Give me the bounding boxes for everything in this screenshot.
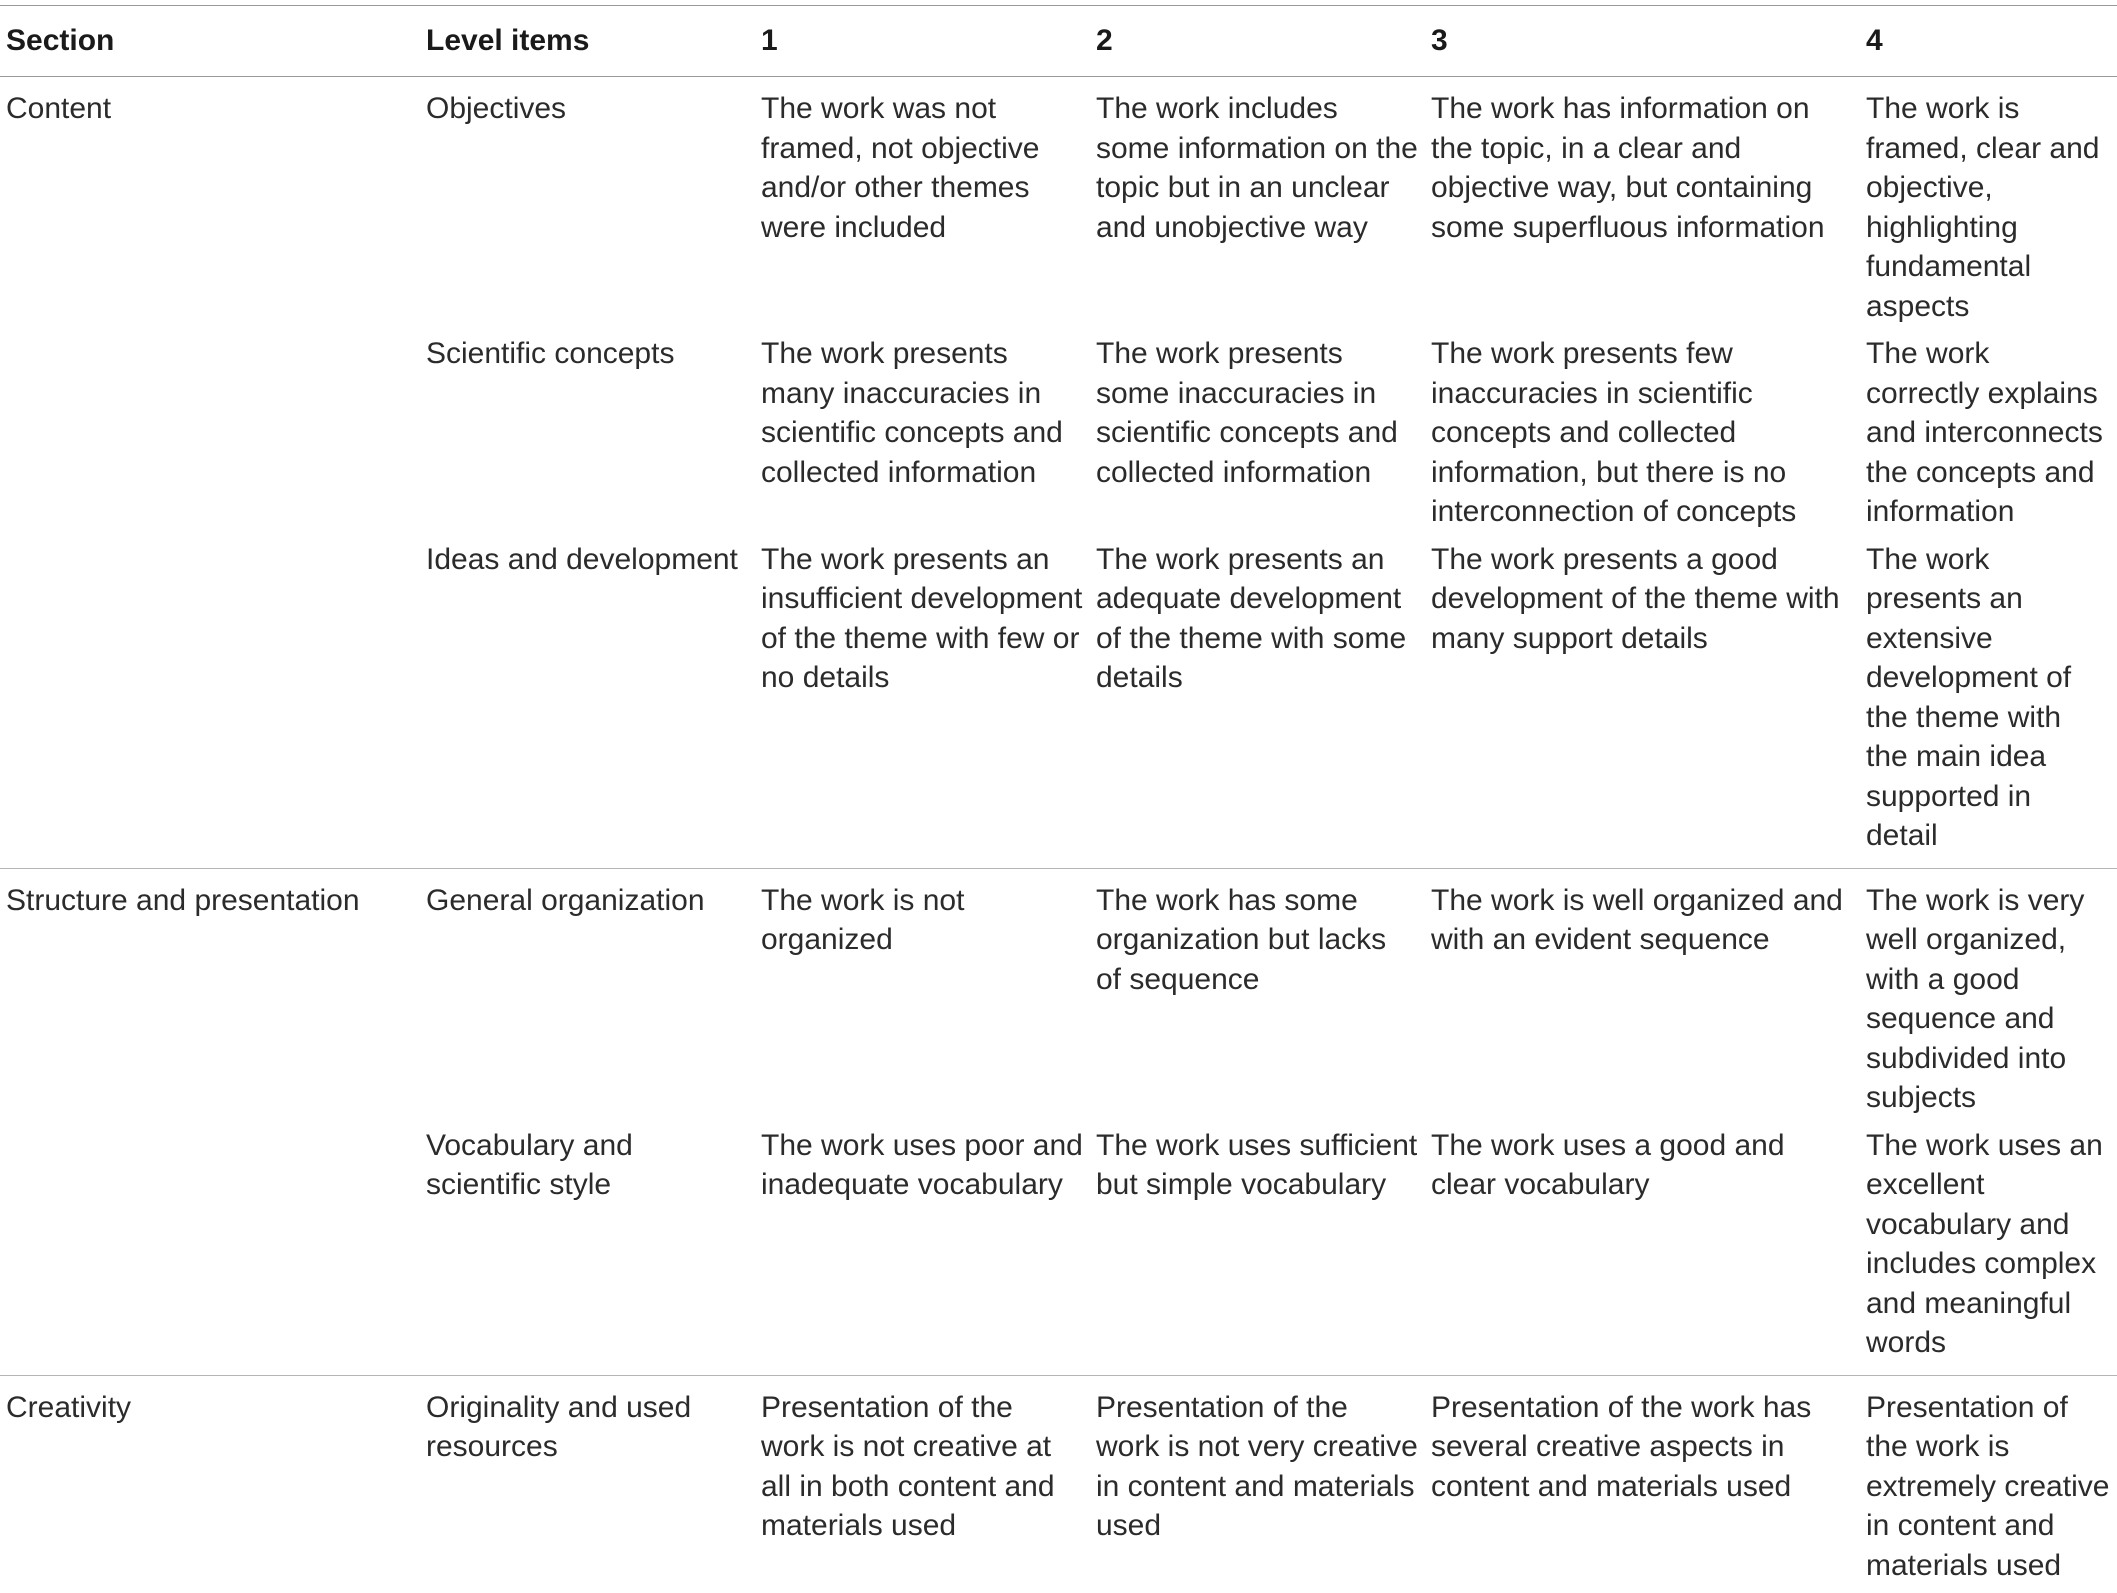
table-header [0, 6, 2117, 77]
header-section: Section [0, 6, 420, 77]
level-1-cell: The work was not framed, not objective and/or other themes were included [755, 77, 1090, 329]
level-1-cell: Presentation of the work is not creative at all in both content and materials used [755, 1375, 1090, 1593]
header-level-2: 2 [1090, 6, 1425, 77]
section-cell [0, 1120, 420, 1376]
level-item-cell: Originality and used resources [420, 1375, 755, 1593]
level-2-cell: The work presents some inaccuracies in scientific concepts and collected information [1090, 328, 1425, 534]
level-3-cell: The work uses a good and clear vocabulary [1425, 1120, 1860, 1376]
header-level-3: 3 [1425, 6, 1860, 77]
level-1-cell: The work is not organized [755, 868, 1090, 1120]
header-level-items: Level items [420, 6, 755, 77]
level-1-cell: The work uses poor and inadequate vocabulary [755, 1120, 1090, 1376]
section-cell: Creativity [0, 1375, 420, 1593]
level-item-cell: Ideas and development [420, 534, 755, 869]
level-item-cell: Objectives [420, 77, 755, 329]
section-cell: Structure and presentation [0, 868, 420, 1120]
table-row [0, 868, 2117, 1120]
level-4-cell: Presentation of the work is extremely creative in content and materials used [1860, 1375, 2117, 1593]
level-item-cell: Vocabulary and scientific style [420, 1120, 755, 1376]
level-item-cell: General organization [420, 868, 755, 1120]
level-3-cell: Presentation of the work has several creative aspects in content and materials used [1425, 1375, 1860, 1593]
level-3-cell: The work is well organized and with an evident sequence [1425, 868, 1860, 1120]
level-1-cell: The work presents an insufficient development of the theme with few or no details [755, 534, 1090, 869]
rubric-table [0, 5, 2117, 1593]
header-level-1: 1 [755, 6, 1090, 77]
level-4-cell: The work presents an extensive development of the theme with the main idea supported in detail [1860, 534, 2117, 869]
table-row [0, 534, 2117, 869]
section-cell [0, 534, 420, 869]
level-4-cell: The work is very well organized, with a good sequence and subdivided into subjects [1860, 868, 2117, 1120]
level-2-cell: The work has some organization but lacks of sequence [1090, 868, 1425, 1120]
level-4-cell: The work uses an excellent vocabulary and includes complex and meaningful words [1860, 1120, 2117, 1376]
table-row [0, 1120, 2117, 1376]
header-level-4: 4 [1860, 6, 2117, 77]
level-2-cell: The work presents an adequate development of the theme with some details [1090, 534, 1425, 869]
level-3-cell: The work presents few inaccuracies in scientific concepts and collected information, but there is no interconnection of concepts [1425, 328, 1860, 534]
section-cell [0, 328, 420, 534]
level-3-cell: The work has information on the topic, in a clear and objective way, but containing some superfluous information [1425, 77, 1860, 329]
table-row [0, 328, 2117, 534]
table-body [0, 77, 2117, 1593]
level-2-cell: The work uses sufficient but simple vocabulary [1090, 1120, 1425, 1376]
table-row [0, 77, 2117, 329]
level-3-cell: The work presents a good development of the theme with many support details [1425, 534, 1860, 869]
level-item-cell: Scientific concepts [420, 328, 755, 534]
header-row [0, 6, 2117, 77]
section-cell: Content [0, 77, 420, 329]
level-2-cell: The work includes some information on the topic but in an unclear and unobjective way [1090, 77, 1425, 329]
level-4-cell: The work is framed, clear and objective, highlighting fundamental aspects [1860, 77, 2117, 329]
level-4-cell: The work correctly explains and interconnects the concepts and information [1860, 328, 2117, 534]
level-2-cell: Presentation of the work is not very creative in content and materials used [1090, 1375, 1425, 1593]
table-row [0, 1375, 2117, 1593]
level-1-cell: The work presents many inaccuracies in scientific concepts and collected information [755, 328, 1090, 534]
